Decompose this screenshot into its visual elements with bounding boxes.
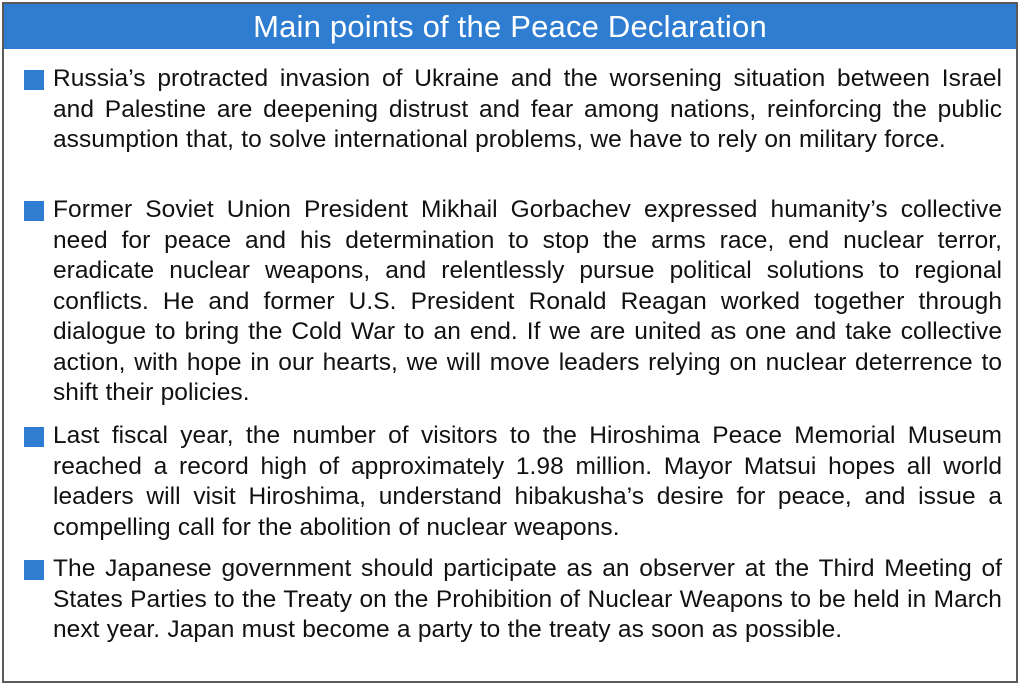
- point-text: Russia’s protracted invasion of Ukraine and the worsening situation between Israel and Palestine are deepening distrust and fear among nations, reinforcing the public assumption that, to solve international problems, we have to rely on military force.: [53, 65, 1002, 153]
- list-item: [24, 554, 1002, 646]
- declaration-box: [2, 2, 1018, 683]
- list-item: [24, 195, 1002, 409]
- point-text: Former Soviet Union President Mikhail Gorbachev expressed humanity’s collective need for peace and his determination to stop the arms race, end nuclear terror, eradicate nuclear weapons, and relentlessly pursue political solutions to regional conflicts. He and former U.S. President Ronald Reagan worked together through dialogue to bring the Cold War to an end. If we are united as one and take collective action, with hope in our hearts, we will move leaders relying on nuclear deterrence to shift their policies.: [53, 196, 1002, 406]
- list-item: [24, 64, 1002, 156]
- page-title: Main points of the Peace Declaration: [253, 9, 767, 44]
- square-bullet-icon: [24, 70, 44, 90]
- point-text: The Japanese government should participate as an observer at the Third Meeting of States Parties to the Treaty on the Prohibition of Nuclear Weapons to be held in March next year. Japan must become a party to the treaty as soon as possible.: [53, 555, 1002, 643]
- square-bullet-icon: [24, 560, 44, 580]
- list-item: [24, 421, 1002, 543]
- point-text: Last fiscal year, the number of visitors to the Hiroshima Peace Memorial Museum reached a record high of approximately 1.98 million. Mayor Matsui hopes all world leaders will visit Hiroshima, understand hibakusha’s desire for peace, and issue a compelling call for the abolition of nuclear weapons.: [53, 422, 1002, 541]
- square-bullet-icon: [24, 427, 44, 447]
- square-bullet-icon: [24, 201, 44, 221]
- title-bar: [4, 4, 1016, 49]
